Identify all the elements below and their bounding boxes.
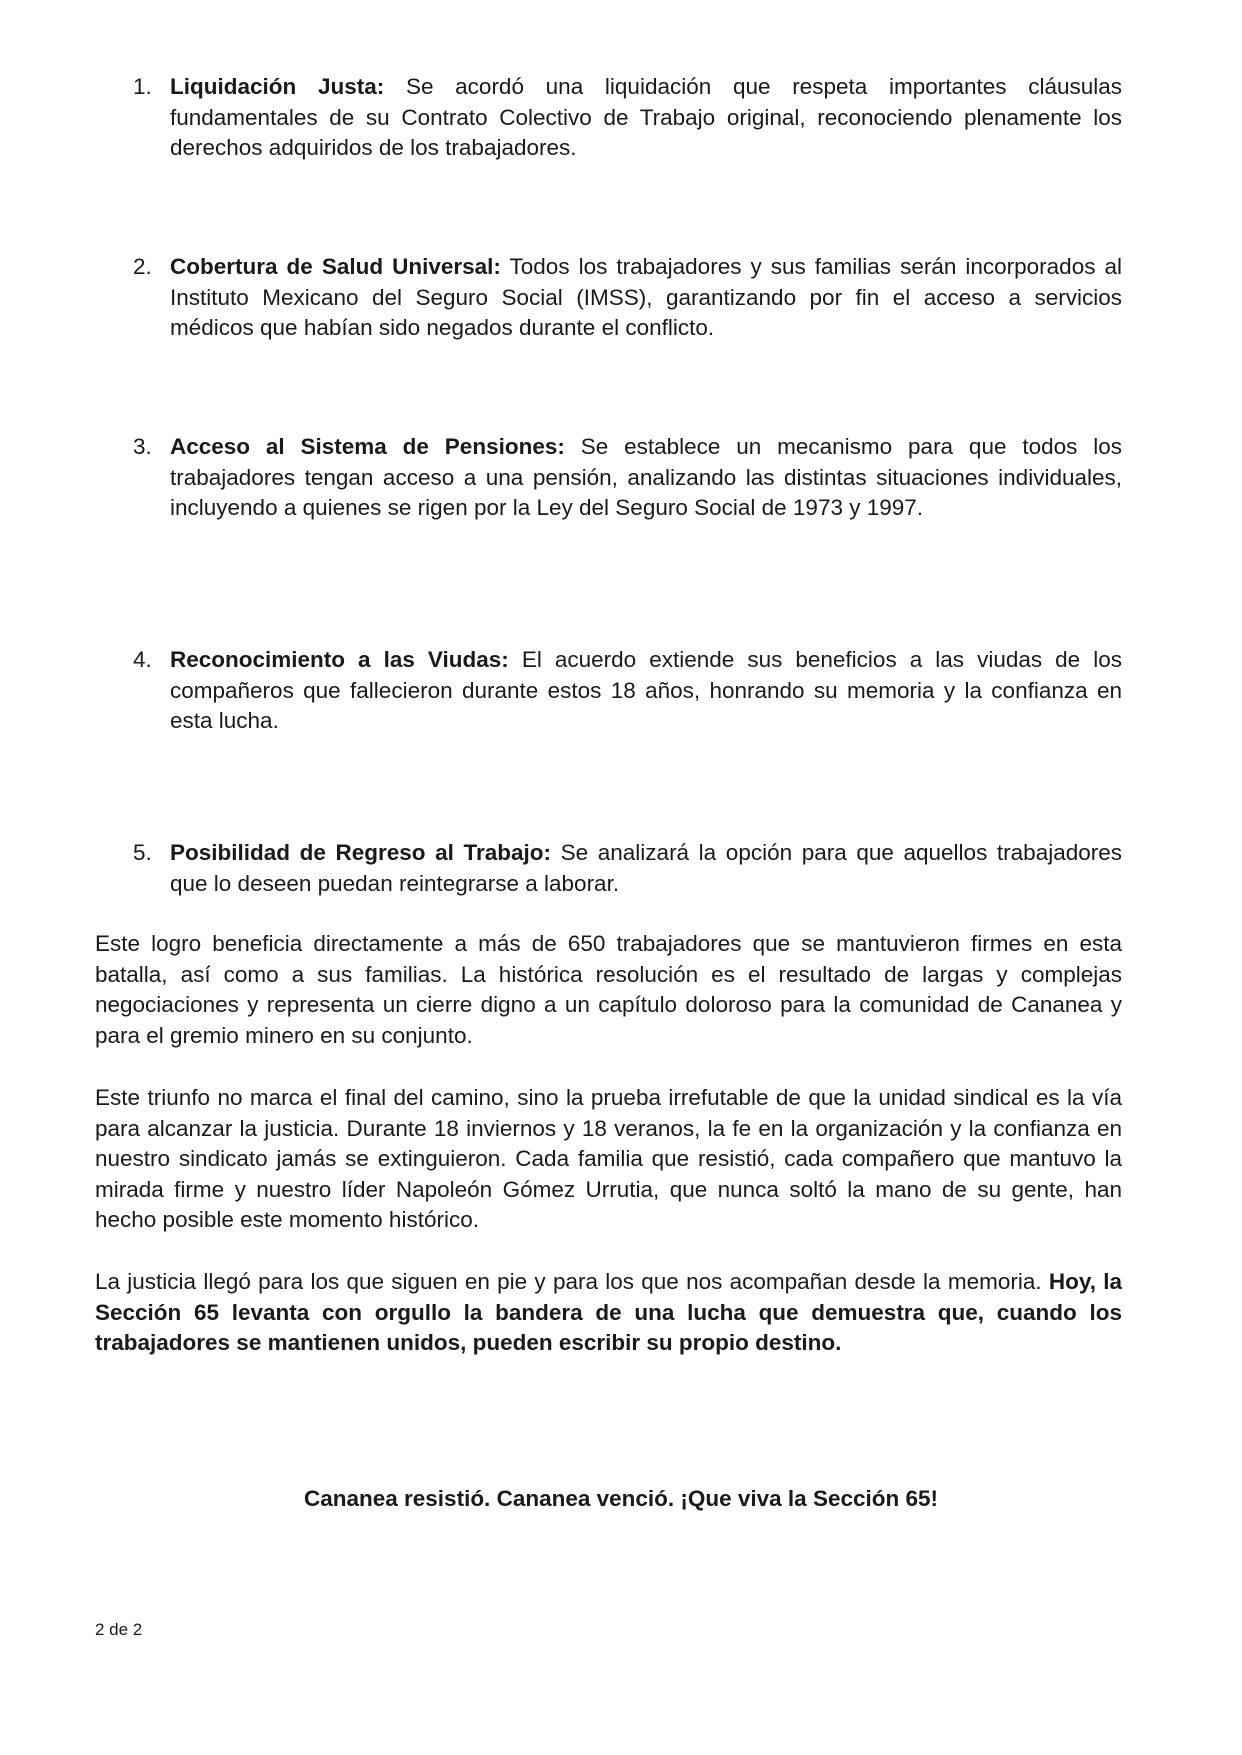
list-item-title: Acceso al Sistema de Pensiones: [170, 434, 565, 459]
paragraph-logro: Este logro beneficia directamente a más de 650 trabajadores que se mantuvieron firmes en esta batalla, así como a sus familias. La histórica resolución es el resultado de largas y complejas negociaciones y representa un cierre digno a un capítulo doloroso para la comunidad de Cananea y para el gremio minero en su conjunto. [95, 931, 1122, 1048]
closing-slogan: Cananea resistió. Cananea venció. ¡Que viva la Sección 65! [303, 1486, 939, 1511]
list-item-text: Se establece un mecanismo para que todos los trabajadores tengan acceso a una pensión, analizando las distintas situaciones individuales, incluyendo a quienes se rigen por la Ley del Seguro Social de 1973 y 1997. [170, 434, 1122, 520]
list-item-title: Liquidación Justa: [170, 74, 385, 99]
list-item-title: Posibilidad de Regreso al Trabajo: [170, 840, 552, 865]
list-item-viudas [133, 645, 1122, 737]
paragraph-justicia [95, 1267, 1122, 1359]
list-item-pensiones [133, 432, 1122, 524]
paragraph-justicia-bold: Hoy, la Sección 65 levanta con orgullo la bandera de una lucha que demuestra que, cuando los trabajadores se mantienen unidos, pueden escribir su propio destino. [95, 1269, 1122, 1355]
list-item-title: Reconocimiento a las Viudas: [170, 647, 509, 672]
list-item-liquidacion [133, 72, 1123, 164]
list-item-salud [133, 252, 1122, 344]
list-item-text: El acuerdo extiende sus beneficios a las viudas de los compañeros que fallecieron durante estos 18 años, honrando su memoria y la confianza en esta lucha. [170, 647, 1122, 733]
list-item-regreso [133, 838, 1123, 899]
list-item-text: Se analizará la opción para que aquellos trabajadores que lo deseen puedan reintegrarse a laborar. [170, 840, 1123, 896]
list-item-number: 2. [133, 254, 152, 279]
page-number: 2 de 2 [95, 1620, 143, 1639]
list-item-number: 1. [133, 74, 152, 99]
paragraph-triunfo: Este triunfo no marca el final del camino, sino la prueba irrefutable de que la unidad sindical es la vía para alcanzar la justicia. Durante 18 inviernos y 18 veranos, la fe en la organización y la confianza en nuestro sindicato jamás se extinguieron. Cada familia que resistió, cada compañero que mantuvo la mirada firme y nuestro líder Napoleón Gómez Urrutia, que nunca soltó la mano de su gente, han hecho posible este momento histórico. [95, 1085, 1122, 1232]
list-item-number: 5. [133, 840, 152, 865]
list-item-text: Se acordó una liquidación que respeta importantes cláusulas fundamentales de su Contrato Colectivo de Trabajo original, reconociendo plenamente los derechos adquiridos de los trabajadores. [170, 74, 1123, 160]
list-item-number: 3. [133, 434, 152, 459]
paragraph-justicia-regular: La justicia llegó para los que siguen en pie y para los que nos acompañan desde la memoria. [95, 1269, 1049, 1294]
list-item-text: Todos los trabajadores y sus familias serán incorporados al Instituto Mexicano del Seguro Social (IMSS), garantizando por fin el acceso a servicios médicos que habían sido negados durante el conflicto. [170, 254, 1122, 340]
list-item-title: Cobertura de Salud Universal: [170, 254, 501, 279]
list-item-number: 4. [133, 647, 152, 672]
